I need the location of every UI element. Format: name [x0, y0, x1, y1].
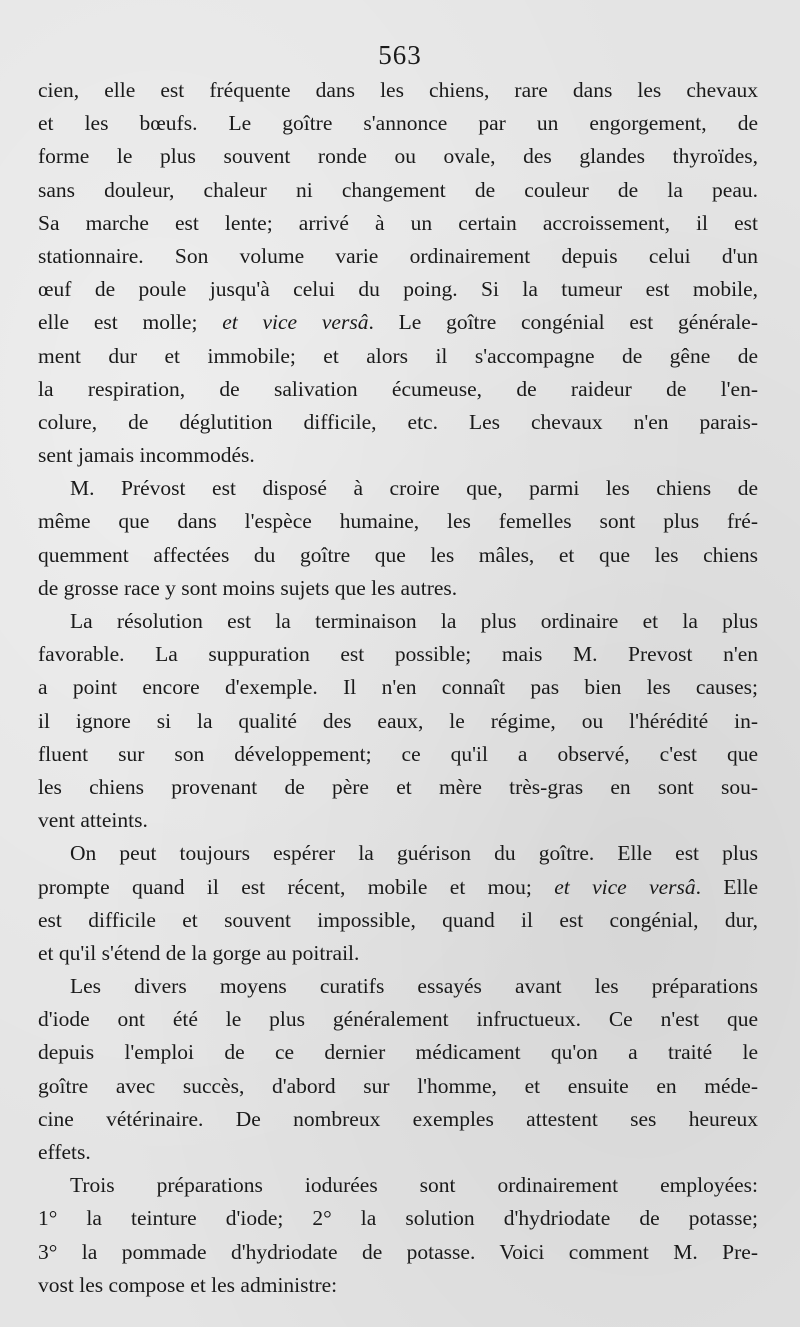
body-text	[38, 74, 758, 1302]
text-line: favorable. La suppuration est possible; mais M. Prevost n'en	[38, 642, 758, 667]
text-line: vost les compose et les administre:	[38, 1272, 338, 1297]
text-line: même que dans l'espèce humaine, les femelles sont plus fré-	[38, 509, 758, 534]
text-line: M. Prévost est disposé à croire que, parmi les chiens de	[70, 476, 758, 501]
text-line: sans douleur, chaleur ni changement de couleur de la peau.	[38, 177, 758, 202]
text-line: La résolution est la terminaison la plus ordinaire et la plus	[70, 609, 758, 633]
text-line: depuis l'emploi de ce dernier médicament qu'on a traité le	[38, 1040, 758, 1065]
text-line: 1° la teinture d'iode; 2° la solution d'hydriodate de potasse;	[38, 1206, 758, 1231]
text-line: colure, de déglutition difficile, etc. Les chevaux n'en parais-	[38, 409, 758, 434]
text-line: sent jamais incommodés.	[38, 443, 255, 468]
text-line: a point encore d'exemple. Il n'en connaît pas bien les causes;	[38, 675, 758, 700]
text-segment: elle est molle;	[38, 310, 223, 335]
page-number: 563	[378, 40, 422, 70]
text-line: d'iode ont été le plus généralement infructueux. Ce n'est que	[38, 1007, 758, 1032]
italic-phrase: et vice versâ	[554, 874, 696, 899]
text-segment: . Le goître congénial est générale-	[368, 310, 759, 335]
text-line	[38, 871, 758, 904]
text-line: goître avec succès, d'abord sur l'homme, et ensuite en méde-	[38, 1073, 758, 1098]
text-line: Les divers moyens curatifs essayés avant les préparations	[70, 974, 758, 999]
text-line: la respiration, de salivation écumeuse, de raideur de l'en-	[38, 376, 758, 401]
text-line: On peut toujours espérer la guérison du goître. Elle est plus	[70, 841, 758, 866]
text-line: fluent sur son développement; ce qu'il a observé, c'est que	[38, 741, 758, 766]
text-line: Sa marche est lente; arrivé à un certain accroissement, il est	[38, 210, 758, 235]
text-line: et les bœufs. Le goître s'annonce par un engorgement, de	[38, 111, 758, 136]
text-line: de grosse race y sont moins sujets que les autres.	[38, 575, 458, 600]
text-line: est difficile et souvent impossible, quand il est congénial, dur,	[38, 907, 758, 932]
text-line: œuf de poule jusqu'à celui du poing. Si la tumeur est mobile,	[38, 277, 758, 302]
text-line: ment dur et immobile; et alors il s'accompagne de gêne de	[38, 343, 758, 368]
text-line: quemment affectées du goître que les mâles, et que les chiens	[38, 542, 758, 567]
text-line: les chiens provenant de père et mère très-gras en sont sou-	[38, 774, 758, 799]
text-line: stationnaire. Son volume varie ordinairement depuis celui d'un	[38, 243, 758, 268]
text-line: vent atteints.	[38, 808, 148, 833]
text-line: forme le plus souvent ronde ou ovale, des glandes thyroïdes,	[38, 144, 758, 169]
text-line: il ignore si la qualité des eaux, le régime, ou l'hérédité in-	[38, 708, 758, 733]
text-line	[38, 306, 758, 339]
text-line: cien, elle est fréquente dans les chiens, rare dans les chevaux	[38, 78, 758, 102]
text-line: 3° la pommade d'hydriodate de potasse. Voici comment M. Pre-	[38, 1239, 758, 1264]
text-line: et qu'il s'étend de la gorge au poitrail.	[38, 940, 360, 965]
text-segment: . Elle	[695, 874, 759, 899]
italic-phrase: et vice versâ	[222, 310, 369, 335]
text-line: effets.	[38, 1140, 91, 1164]
text-line: Trois préparations iodurées sont ordinairement employées:	[70, 1173, 758, 1198]
text-segment: prompte quand il est récent, mobile et mou;	[38, 874, 555, 899]
text-line: cine vétérinaire. De nombreux exemples attestent ses heureux	[38, 1106, 758, 1131]
